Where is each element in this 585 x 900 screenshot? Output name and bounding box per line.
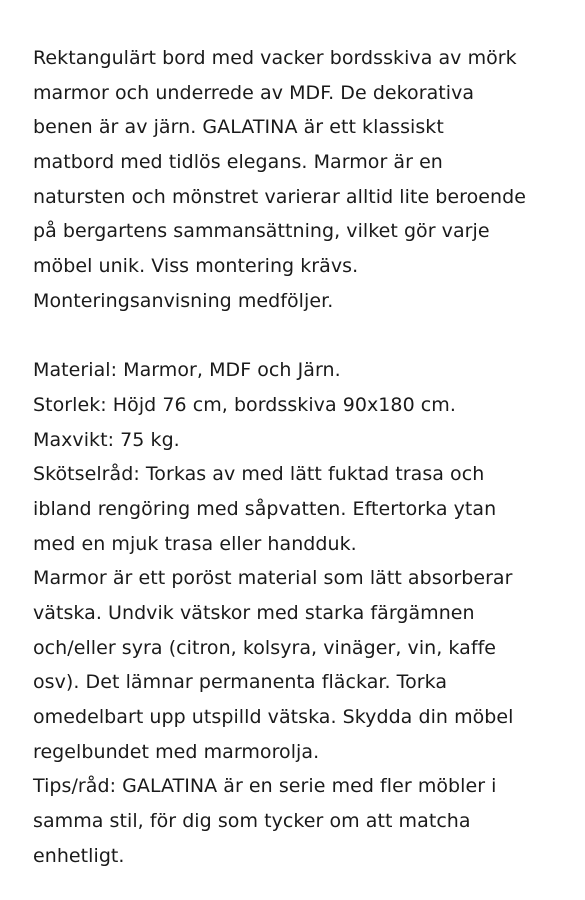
detail-line-tips: enhetligt. [33,844,125,867]
detail-line-marble-info: vätska. Undvik vätskor med starka färgämnen [33,602,475,624]
detail-line-max-weight: Maxvikt: 75 kg. [33,428,180,451]
detail-line-marble-info: osv). Det lämnar permanenta fläckar. Torka [33,671,448,694]
detail-line-marble-info: Marmor är ett poröst material som lätt absorberar [33,567,513,590]
description-line: Monteringsanvisning medföljer. [33,289,334,312]
detail-line-material: Material: Marmor, MDF och Järn. [33,359,341,382]
description-line: på bergartens sammansättning, vilket gör varje [33,220,490,243]
detail-line-marble-info: och/eller syra (citron, kolsyra, vinäger, vin, kaffe [33,636,497,659]
description-paragraph [33,41,578,319]
description-line: benen är av järn. GALATINA är ett klassiskt [33,116,444,139]
description-line: natursten och mönstret varierar alltid lite beroende [33,185,526,208]
paragraph-spacer [33,319,578,354]
detail-line-tips: samma stil, för dig som tycker om att matcha [33,810,471,833]
description-line: möbel unik. Viss montering krävs. [33,255,359,278]
detail-line-care: med en mjuk trasa eller handduk. [33,532,357,555]
detail-line-care: Skötselråd: Torkas av med lätt fuktad trasa och [33,463,485,486]
product-description-text [33,41,578,874]
detail-line-size: Storlek: Höjd 76 cm, bordsskiva 90x180 cm. [33,393,456,416]
detail-line-care: ibland rengöring med såpvatten. Eftertorka ytan [33,497,497,520]
detail-line-marble-info: omedelbart upp utspilld vätska. Skydda din möbel [33,706,514,729]
description-line: marmor och underrede av MDF. De dekorativa [33,81,475,104]
description-line: matbord med tidlös elegans. Marmor är en [33,151,443,174]
description-line: Rektangulärt bord med vacker bordsskiva av mörk [33,47,517,69]
detail-line-marble-info: regelbundet med marmorolja. [33,740,320,763]
details-paragraph [33,353,578,873]
detail-line-tips: Tips/råd: GALATINA är en serie med fler möbler i [33,775,497,798]
